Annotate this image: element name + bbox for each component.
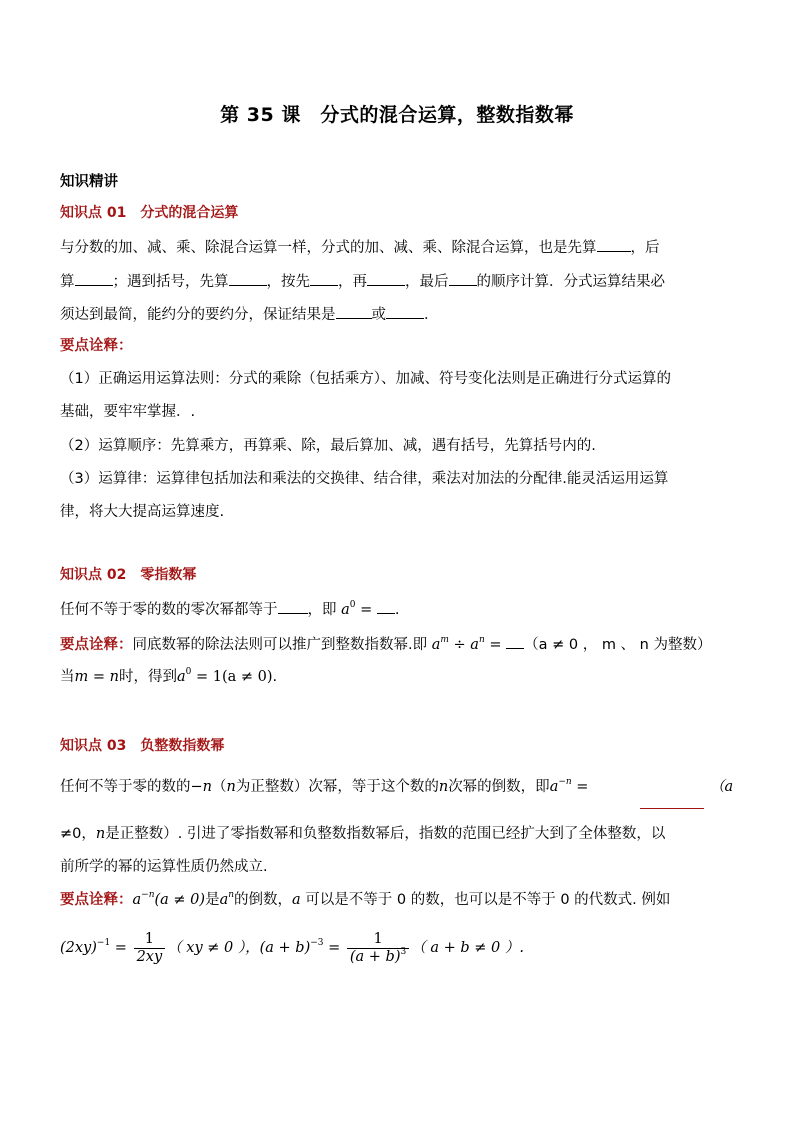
fraction-1-over-2xy: $\frac{1}{2xy}$ [134,931,166,966]
kp1-label: 知识点 01 [60,205,127,221]
blank [449,270,477,286]
blank [367,270,405,286]
section-heading: 知识精讲 [60,174,118,190]
kp3-notes-label: 要点诠释： [60,892,133,908]
kp3-name: 负整数指数幂 [140,738,225,754]
kp1-note-1b: 基础，要牢牢掌握．. [60,404,196,420]
fraction-1-over-a-plus-b-cubed: $\frac{1}{(a + b)^3}$ [347,931,409,966]
kp2-note-2: 当m = n时，得到$a^0 = 1(a \ne 0)$. [60,667,278,685]
blank [336,303,372,319]
kp1-paragraph-line-1: 与分数的加、减、乘、除混合运算一样，分式的加、减、乘、除混合运算，也是先算 ，后 [60,236,736,258]
kp2-paragraph: 任何不等于零的数的零次幂都等于 ，即 $a^0$ = . [60,600,400,618]
kp3-label: 知识点 03 [60,738,127,754]
kp1-paragraph-line-2: 算 ；遇到括号，先算 ，按先 ，再 ，最后 的顺序计算．分式运算结果必 [60,270,736,292]
blank [506,633,524,649]
kp3-note-1: 要点诠释：$a^{-n}(a \ne 0)$是$a^n$的倒数，a 可以是不等于 0 的数，也可以是不等于 0 的代数式. 例如 [60,890,671,908]
blank [377,598,395,614]
kp3-paragraph-line-3: 前所学的幂的运算性质仍然成立. [60,859,268,875]
kp3-fraction-line [640,808,704,809]
blank [75,270,113,286]
blank [597,236,631,252]
kp1-heading [60,203,736,223]
kp2-notes-label: 要点诠释： [60,637,133,653]
kp3-examples: $(2xy)^{-1}$ = $\frac{1}{2xy}$ （ xy ≠ 0 ），$(a + b)^{-3}$ = $\frac{1}{(a + b)^3}$ （ a + b ≠ 0 ）. [60,930,524,965]
blank [278,598,308,614]
kp1-note-3b: 律，将大大提高运算速度. [60,504,225,520]
kp3-paren-a: （a [710,779,734,795]
kp1-name: 分式的混合运算 [140,205,239,221]
kp1-paragraph-line-3: 须达到最简，能约分的要约分，保证结果是 或 ． [60,303,736,325]
kp3-heading [60,736,736,756]
kp1-note-2: （2）运算顺序：先算乘方，再算乘、除，最后算加、减，遇有括号，先算括号内的. [60,438,596,454]
blank [229,270,267,286]
page-title: 第 35 课 分式的混合运算，整数指数幂 [220,104,574,126]
kp1-note-3a: （3）运算律：运算律包括加法和乘法的交换律、结合律，乘法对加法的分配律.能灵活运用运算 [60,471,669,487]
kp3-paragraph-line-2: ≠0，n是正整数）. 引进了零指数幂和负整数指数幂后，指数的范围已经扩大到了全体整数，以 [60,826,666,842]
kp2-note-1: 要点诠释：同底数幂的除法法则可以推广到整数指数幂.即 $a^m \div a^n = (a \ne 0$ ， m 、 n 为整数） [60,635,712,653]
kp2-heading [60,565,736,585]
kp3-paragraph-line-1: 任何不等于零的数的−n（n为正整数）次幂，等于这个数的n次幂的倒数，即$a^{-n}$ = [60,777,589,795]
kp1-notes-label: 要点诠释： [60,338,133,354]
kp1-note-1a: （1）正确运用运算法则：分式的乘除（包括乘方）、加减、符号变化法则是正确进行分式运算的 [60,371,671,387]
blank [310,270,338,286]
blank [386,303,424,319]
kp2-label: 知识点 02 [60,567,127,583]
kp2-name: 零指数幂 [140,567,197,583]
